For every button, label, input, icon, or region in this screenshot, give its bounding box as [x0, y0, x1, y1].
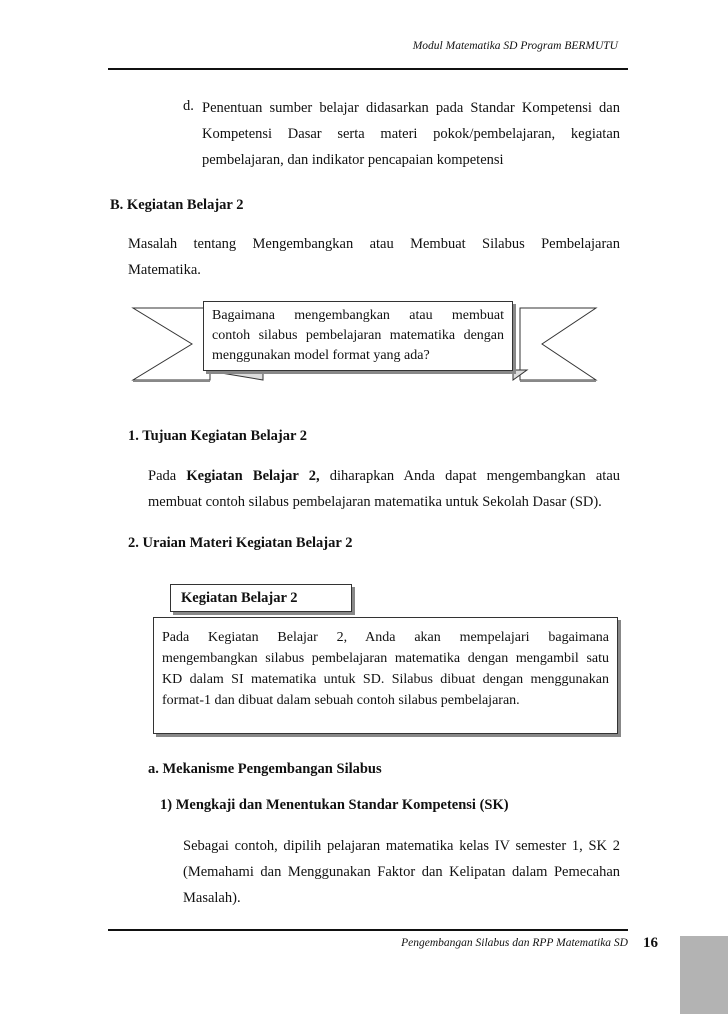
ribbon-right-tail: [520, 308, 596, 380]
box-line-4: format-1 dan dibuat dalam sebuah contoh silabus pembelajaran.: [162, 693, 520, 708]
sub-a1-text: [183, 833, 620, 911]
ribbon-left-fold: [203, 370, 263, 380]
item-d-line-2: Kompetensi Dasar serta materi pokok/pembelajaran, kegiatan: [202, 126, 620, 142]
sub-a1-title: 1) Mengkaji dan Menentukan Standar Kompetensi (SK): [160, 797, 509, 813]
sub1-line-2: membuat contoh silabus pembelajaran matematika untuk Sekolah Dasar (SD).: [148, 494, 602, 510]
sub1-line-1: [148, 463, 620, 489]
kegiatan-tab-label: Kegiatan Belajar 2: [170, 584, 352, 612]
sub-a1-line-3: Masalah).: [183, 890, 241, 906]
header-rule: [108, 68, 628, 70]
sub1-text: [148, 463, 620, 515]
box-line-2: mengembangkan silabus pembelajaran matematika dengan mengambil satu: [162, 651, 609, 666]
banner-line-1: Bagaimana mengembangkan atau membuat: [212, 308, 504, 323]
sub1-bold: Kegiatan Belajar 2,: [186, 468, 320, 484]
sub1-prefix: Pada: [148, 468, 187, 484]
section-b-title: B. Kegiatan Belajar 2: [110, 197, 244, 213]
footer-title: Pengembangan Silabus dan RPP Matematika SD: [401, 937, 628, 949]
ribbon-banner-text: [203, 301, 513, 371]
sub-a1-line-1: Sebagai contoh, dipilih pelajaran matematika kelas IV semester 1, SK 2: [183, 838, 620, 854]
header-title: Modul Matematika SD Program BERMUTU: [412, 40, 618, 52]
item-d-text: [202, 95, 620, 173]
item-d-line-1: Penentuan sumber belajar didasarkan pada Standar Kompetensi dan: [202, 100, 620, 116]
kegiatan-box: [153, 617, 618, 734]
page-number: 16: [643, 935, 658, 951]
item-d-line-3: pembelajaran, dan indikator pencapaian kompetensi: [202, 152, 504, 168]
sub1-title: 1. Tujuan Kegiatan Belajar 2: [128, 428, 307, 444]
sub1-rest: diharapkan Anda dapat mengembangkan atau: [319, 468, 621, 484]
section-b-intro-line-1: Masalah tentang Mengembangkan atau Membuat Silabus Pembelajaran: [128, 236, 620, 252]
banner-line-2: contoh silabus pembelajaran matematika dengan: [212, 328, 504, 343]
footer-rule: [108, 929, 628, 931]
sub2-title: 2. Uraian Materi Kegiatan Belajar 2: [128, 535, 353, 551]
section-b-intro: [128, 231, 620, 283]
page-tab-block: [680, 936, 728, 1014]
banner-line-3: menggunakan model format yang ada?: [212, 348, 430, 363]
item-d-label: d.: [183, 98, 194, 114]
section-b-intro-line-2: Matematika.: [128, 262, 201, 278]
box-line-3: KD dalam SI matematika untuk SD. Silabus dibuat dengan menggunakan: [162, 672, 609, 687]
box-line-1: Pada Kegiatan Belajar 2, Anda akan mempelajari bagaimana: [162, 630, 609, 645]
sub-a-title: a. Mekanisme Pengembangan Silabus: [148, 761, 382, 777]
sub-a1-line-2: (Memahami dan Menggunakan Faktor dan Kelipatan dalam Pemecahan: [183, 864, 620, 880]
ribbon-left-tail: [133, 308, 210, 380]
